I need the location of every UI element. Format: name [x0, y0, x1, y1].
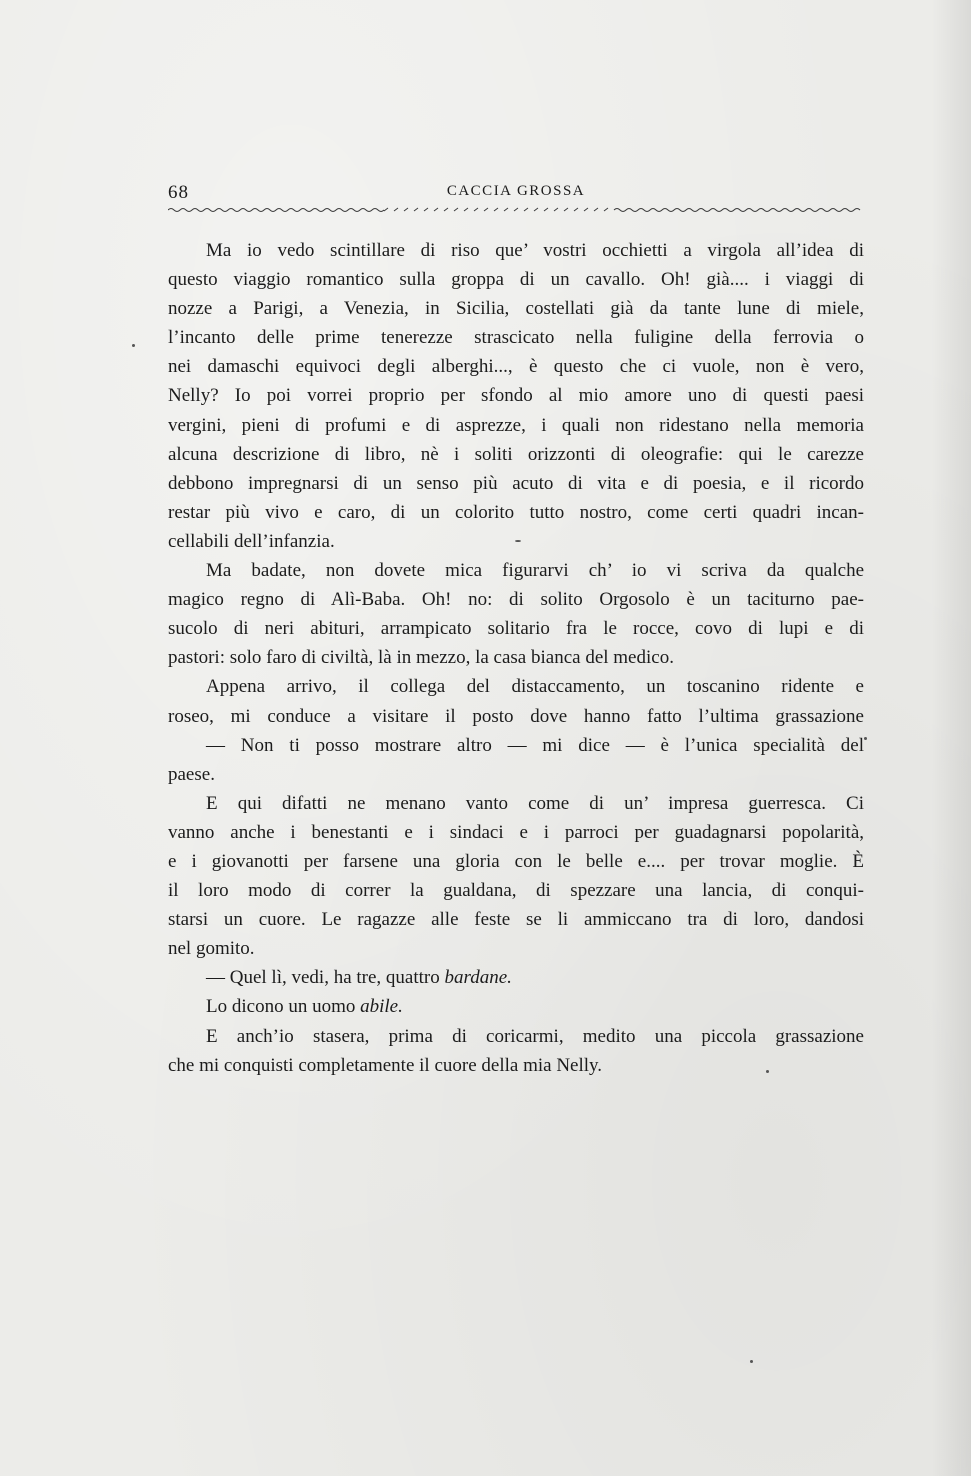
text-line: il loro modo di correr la gualdana, di spezzare una lancia, di conqui-: [168, 880, 864, 902]
page-number: 68: [168, 182, 189, 203]
text-line: Ma io vedo scintillare di riso que’ vostri occhietti a virgola all’idea di: [206, 240, 864, 261]
text-line: che mi conquisti completamente il cuore della mia Nelly.: [168, 1054, 603, 1076]
text-line: e i giovanotti per farsene una gloria con le belle e.... per trovar moglie. È: [168, 850, 864, 872]
text-line: starsi un cuore. Le ragazze alle feste se li ammiccano tra di loro, dandosi: [168, 909, 864, 931]
paper-speck: [766, 1070, 769, 1073]
text-line: vanno anche i benestanti e i sindaci e i parroci per guadagnarsi popolarità,: [168, 821, 864, 843]
decorative-wavy-rule: [168, 206, 864, 216]
body-text: [168, 236, 864, 1080]
text-line: [168, 992, 864, 1021]
page-edge-shadow: [931, 0, 971, 1476]
text-line: nel gomito.: [168, 938, 255, 960]
dialogue-line: — Non ti posso mostrare altro — mi dice — è l’unica specialità del: [206, 734, 864, 756]
italic-word: bardane.: [444, 967, 512, 989]
italic-word: abile.: [360, 996, 403, 1018]
text-line: debbono impregnarsi di un senso più acuto di vita e di poesia, e il ricordo: [168, 472, 864, 494]
running-head: CACCIA GROSSA: [446, 183, 586, 199]
text-line: l’incanto delle prime tenerezze strascicato nella fuligine della ferrovia o: [168, 327, 864, 349]
text-line: vergini, pieni di profumi e di asprezze, i quali non ridestano nella memoria: [168, 414, 864, 436]
line-text: Lo dicono un uomo: [206, 996, 356, 1018]
paper-speck: [515, 540, 521, 542]
text-line: restar più vivo e caro, di un colorito tutto nostro, come certi quadri incan-: [168, 501, 864, 523]
text-line: magico regno di Alì-Baba. Oh! no: di solito Orgosolo è un taciturno pae-: [168, 589, 864, 611]
text-line: E anch’io stasera, prima di coricarmi, medito una piccola grassazione: [206, 1025, 864, 1047]
paper-speck: [864, 737, 867, 740]
text-line: alcuna descrizione di libro, nè i soliti orizzonti di oleografie: qui le carezze: [168, 443, 864, 465]
text-line: E qui difatti ne menano vanto come di un’ impresa guerresca. Ci: [206, 792, 864, 814]
text-line: Nelly? Io poi vorrei proprio per sfondo al mio amore uno di questi paesi: [168, 385, 864, 407]
text-line: paese.: [168, 763, 215, 785]
text-line: roseo, mi conduce a visitare il posto dove hanno fatto l’ultima grassazione: [168, 705, 864, 727]
text-line: pastori: solo faro di civiltà, là in mezzo, la casa bianca del medico.: [168, 647, 674, 669]
text-line: cellabili dell’infanzia.: [168, 530, 335, 552]
text-line: Appena arrivo, il collega del distaccamento, un toscanino ridente e: [206, 676, 864, 698]
text-line: nozze a Parigi, a Venezia, in Sicilia, costellati già da tante lune di miele,: [168, 298, 864, 320]
text-line: Ma badate, non dovete mica figurarvi ch’ io vi scriva da qualche: [206, 560, 864, 582]
dialogue-line: [168, 963, 864, 992]
dialogue-text: — Quel lì, vedi, ha tre, quattro: [206, 967, 440, 989]
text-line: nei damaschi equivoci degli alberghi..., è questo che ci vuole, non è vero,: [168, 356, 864, 378]
paper-speck: [750, 1360, 753, 1363]
paper-speck: [132, 344, 135, 347]
text-line: sucolo di neri abituri, arrampicato solitario fra le rocce, covo di lupi e di: [168, 618, 864, 640]
text-line: questo viaggio romantico sulla groppa di un cavallo. Oh! già.... i viaggi di: [168, 269, 864, 291]
